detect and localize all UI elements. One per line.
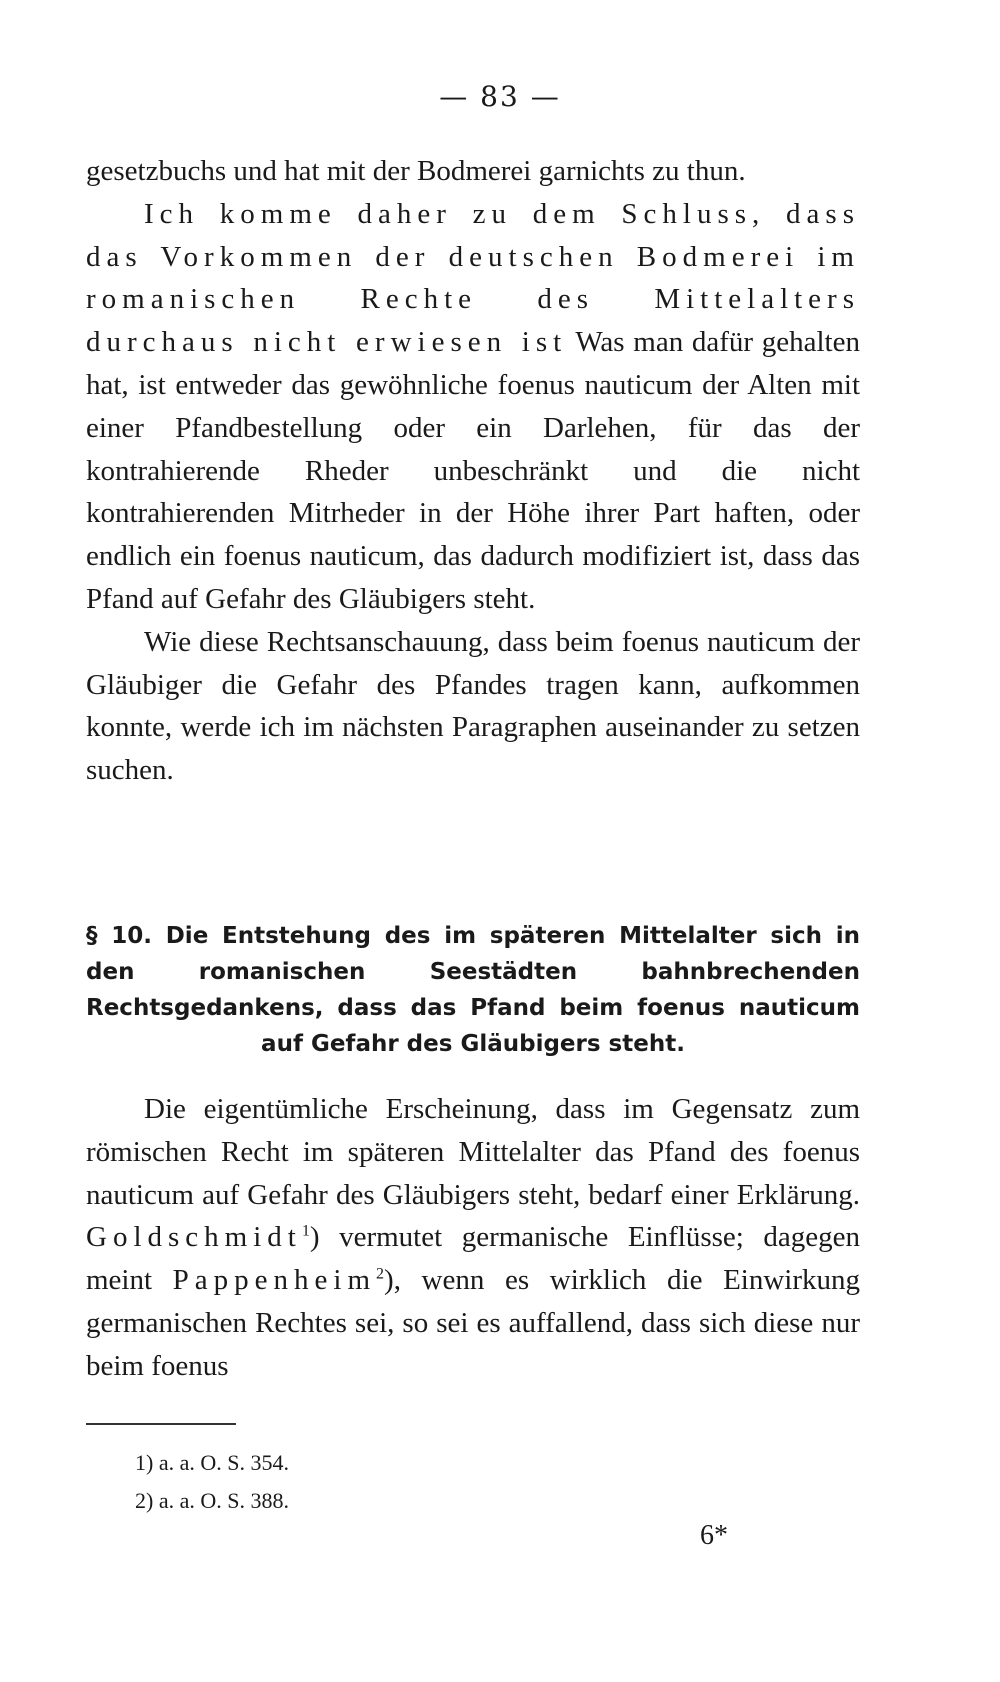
signature-mark: 6* [700, 1520, 728, 1551]
section-heading: § 10. Die Entstehung des im späteren Mittelalter sich in den romanischen Seestädten bahnbrechenden Rechtsgedankens, dass das Pfand beim foenus nauticum auf Gefahr des Gläubigers steht. [86, 923, 860, 1057]
paragraph-text: Die eigentümliche Erscheinung, dass im Gegensatz zum römischen Recht im späteren Mittelalter das Pfand des foenus nauticum auf Gefahr des Gläubigers steht, bedarf einer Erklärung. [86, 1093, 860, 1211]
author-name-pappenheim: Pappenheim [172, 1264, 377, 1297]
body-text-top [86, 150, 860, 792]
footnotes [135, 1444, 289, 1520]
paragraph-conclusion [86, 193, 860, 621]
paragraph-text: Was man dafür gehalten hat, ist entweder das gewöhnliche foenus nauticum der Alten mit einer Pfandbestellung oder ein Darlehen, für das der kontrahierende Rheder unbeschränkt und die nicht kontrahierenden Mitrheder in der Höhe ihrer Part haften, oder endlich ein foenus nauticum, das dadurch modifiziert ist, dass das Pfand auf Gefahr des Gläubigers steht. [86, 326, 860, 615]
footnote-ref-2: 2 [376, 1265, 385, 1283]
emphasized-text: Ich komme daher zu dem Schluss, dass das Vorkommen der deutschen Bodmerei im romanischen Rechte des Mittelalters durchaus nicht erwiesen ist [86, 197, 860, 359]
paragraph-explanation [86, 1088, 860, 1388]
paragraph-text: ) vermutet germanische Einflüsse; dagegen meint [86, 1221, 860, 1297]
paragraph-transition: Wie diese Rechtsanschauung, dass beim foenus nauticum der Gläubiger die Gefahr des Pfandes tragen kann, aufkommen konnte, werde ich im nächsten Paragraphen auseinander zu setzen suchen. [86, 625, 860, 787]
footnote-1: 1) a. a. O. S. 354. [135, 1450, 289, 1475]
paragraph-text: ), wenn es wirklich die Einwirkung germanischen Rechtes sei, so sei es auffallend, dass sich diese nur beim foenus [86, 1264, 860, 1382]
paragraph-continuation: gesetzbuchs und hat mit der Bodmerei garnichts zu thun. [86, 155, 746, 187]
footnote-divider [86, 1423, 236, 1425]
author-name-goldschmidt: Goldschmidt [86, 1221, 302, 1254]
footnote-ref-1: 1 [301, 1222, 310, 1240]
body-text-bottom [86, 1088, 860, 1388]
footnote-2: 2) a. a. O. S. 388. [135, 1488, 289, 1513]
page-number: — 83 — [439, 80, 561, 113]
